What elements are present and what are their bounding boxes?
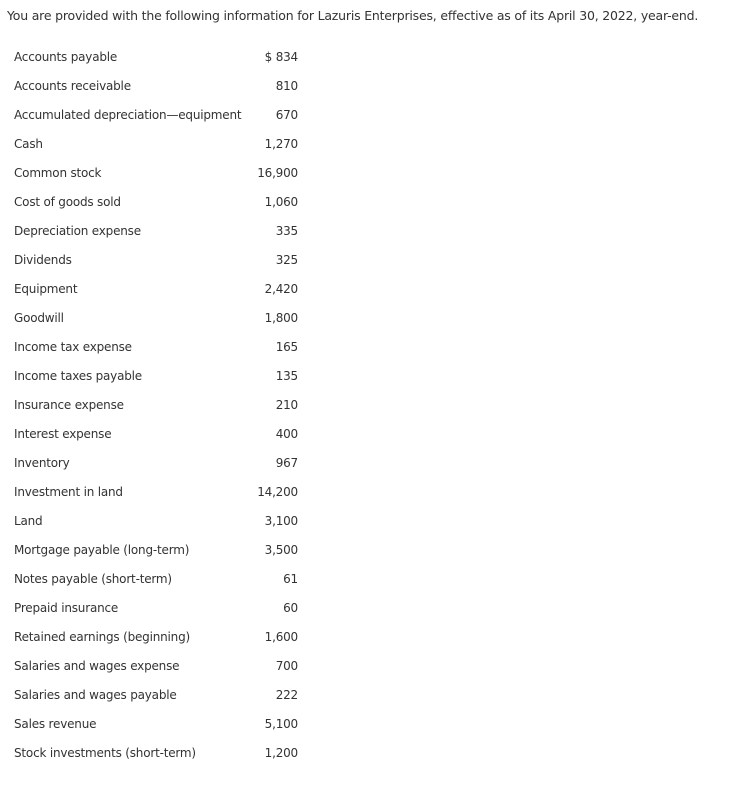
table-row: [6, 477, 306, 506]
account-amount: 3,500: [264, 542, 298, 557]
table-row: [6, 593, 306, 622]
account-label: Cash: [14, 136, 43, 151]
account-label: Salaries and wages expense: [14, 658, 180, 673]
table-row: [6, 535, 306, 564]
account-label: Depreciation expense: [14, 223, 141, 238]
table-row: [6, 187, 306, 216]
table-row: [6, 71, 306, 100]
account-label: Land: [14, 513, 43, 528]
account-label: Sales revenue: [14, 716, 97, 731]
account-label: Common stock: [14, 165, 102, 180]
account-amount: 335: [275, 223, 298, 238]
table-row: [6, 622, 306, 651]
account-label: Cost of goods sold: [14, 194, 121, 209]
account-label: Prepaid insurance: [14, 600, 119, 615]
account-amount: 967: [275, 455, 298, 470]
table-row: [6, 100, 306, 129]
account-amount: 810: [275, 78, 298, 93]
table-row: [6, 448, 306, 477]
account-amount: 16,900: [257, 165, 298, 180]
account-amount: 1,600: [264, 629, 298, 644]
table-row: [6, 651, 306, 680]
table-row: [6, 506, 306, 535]
account-label: Notes payable (short-term): [14, 571, 172, 586]
account-amount: 222: [275, 687, 298, 702]
accounts-table: [6, 42, 306, 767]
intro-text: You are provided with the following information for Lazuris Enterprises, effective as of its April 30, 2022, year-end.: [7, 8, 699, 23]
table-row: [6, 390, 306, 419]
account-amount: 135: [275, 368, 298, 383]
table-row: [6, 564, 306, 593]
account-label: Mortgage payable (long-term): [14, 542, 190, 557]
account-label: Salaries and wages payable: [14, 687, 177, 702]
table-row: [6, 738, 306, 767]
account-amount: 210: [275, 397, 298, 412]
table-row: [6, 158, 306, 187]
table-row: [6, 680, 306, 709]
account-amount: 60: [283, 600, 298, 615]
account-amount: 14,200: [257, 484, 298, 499]
account-amount: 1,800: [264, 310, 298, 325]
account-amount: 325: [275, 252, 298, 267]
account-amount: 1,200: [264, 745, 298, 760]
account-label: Goodwill: [14, 310, 64, 325]
table-row: [6, 709, 306, 738]
account-amount: 670: [275, 107, 298, 122]
account-label: Accumulated depreciation—equipment: [14, 107, 242, 122]
account-amount: 400: [275, 426, 298, 441]
account-amount: $ 834: [264, 49, 298, 64]
table-row: [6, 361, 306, 390]
table-row: [6, 419, 306, 448]
account-label: Income taxes payable: [14, 368, 142, 383]
account-label: Stock investments (short-term): [14, 745, 196, 760]
table-row: [6, 332, 306, 361]
account-label: Insurance expense: [14, 397, 124, 412]
account-label: Investment in land: [14, 484, 123, 499]
table-row: [6, 274, 306, 303]
table-row: [6, 303, 306, 332]
table-row: [6, 42, 306, 71]
table-row: [6, 129, 306, 158]
accounts-table-body: [6, 42, 306, 767]
account-label: Dividends: [14, 252, 72, 267]
account-label: Inventory: [14, 455, 70, 470]
account-amount: 61: [283, 571, 298, 586]
table-row: [6, 245, 306, 274]
account-amount: 3,100: [264, 513, 298, 528]
account-amount: 1,060: [264, 194, 298, 209]
account-amount: 1,270: [264, 136, 298, 151]
account-label: Equipment: [14, 281, 78, 296]
account-amount: 5,100: [264, 716, 298, 731]
account-amount: 165: [275, 339, 298, 354]
account-label: Accounts receivable: [14, 78, 131, 93]
account-label: Interest expense: [14, 426, 112, 441]
account-label: Retained earnings (beginning): [14, 629, 190, 644]
account-label: Income tax expense: [14, 339, 132, 354]
table-row: [6, 216, 306, 245]
account-amount: 700: [275, 658, 298, 673]
account-amount: 2,420: [264, 281, 298, 296]
account-label: Accounts payable: [14, 49, 118, 64]
